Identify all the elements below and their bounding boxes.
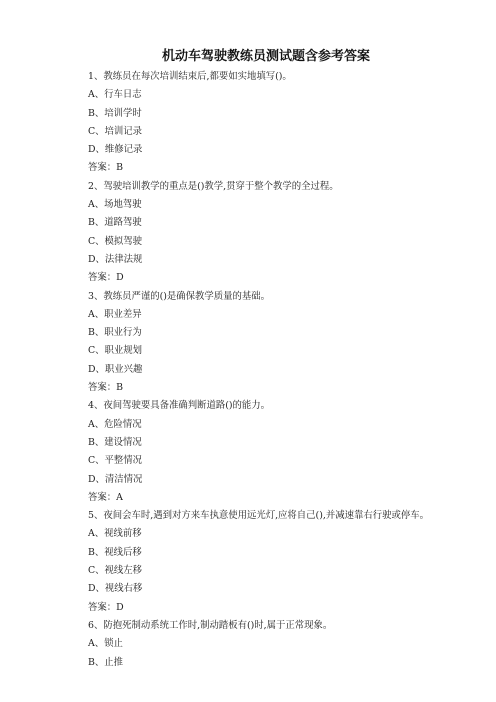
option-d: D、维修记录 <box>88 144 143 156</box>
option-b: B、止推 <box>88 656 124 668</box>
question-block-4 <box>88 397 444 507</box>
option-d: D、职业兴趣 <box>88 363 143 375</box>
option-a: A、场地驾驶 <box>88 199 142 211</box>
option-d: D、法律法规 <box>88 253 143 265</box>
question-text: 4、夜间驾驶要具备准确判断道路()的能力。 <box>88 400 271 412</box>
option-b: B、职业行为 <box>88 327 142 339</box>
option-b: B、道路驾驶 <box>88 217 142 229</box>
option-c: C、模拟驾驶 <box>88 235 143 247</box>
option-b: B、视线后移 <box>88 546 142 558</box>
option-d: D、视线右移 <box>88 583 143 595</box>
answer-text: 答案：B <box>88 162 124 174</box>
question-block-1 <box>88 68 444 178</box>
option-c: C、职业规划 <box>88 345 143 357</box>
answer-text: 答案：A <box>88 491 123 503</box>
option-a: A、视线前移 <box>88 528 142 540</box>
option-b: B、建设情况 <box>88 436 142 448</box>
question-text: 6、防抱死制动系统工作时,制动踏板有()时,属于正常现象。 <box>88 619 333 631</box>
question-text: 3、教练员严谨的()是确保教学质量的基础。 <box>88 290 271 302</box>
option-c: C、平整情况 <box>88 455 143 467</box>
answer-text: 答案：B <box>88 382 124 394</box>
answer-text: 答案：D <box>88 272 124 284</box>
option-c: C、培训记录 <box>88 125 143 137</box>
question-text: 1、教练员在每次培训结束后,都要如实地填写()。 <box>88 71 292 82</box>
option-a: A、行车日志 <box>88 89 142 101</box>
document-title: 机动车驾驶教练员测试题含参考答案 <box>161 49 370 64</box>
option-a: A、危险情况 <box>88 418 142 430</box>
option-a: A、职业差异 <box>88 308 142 320</box>
option-b: B、培训学时 <box>88 107 142 119</box>
question-block-2 <box>88 178 444 288</box>
question-text: 5、夜间会车时,遇到对方来车执意使用远光灯,应将自己(),并减速靠右行驶或停车。 <box>88 510 429 522</box>
question-block-5 <box>88 507 444 617</box>
question-block-6 <box>88 617 444 672</box>
option-a: A、锁止 <box>88 638 123 650</box>
question-block-3 <box>88 288 444 398</box>
option-d: D、清洁情况 <box>88 473 143 485</box>
answer-text: 答案：D <box>88 601 124 613</box>
question-text: 2、驾驶培训教学的重点是()教学,贯穿于整个教学的全过程。 <box>88 180 339 192</box>
option-c: C、视线左移 <box>88 565 143 577</box>
